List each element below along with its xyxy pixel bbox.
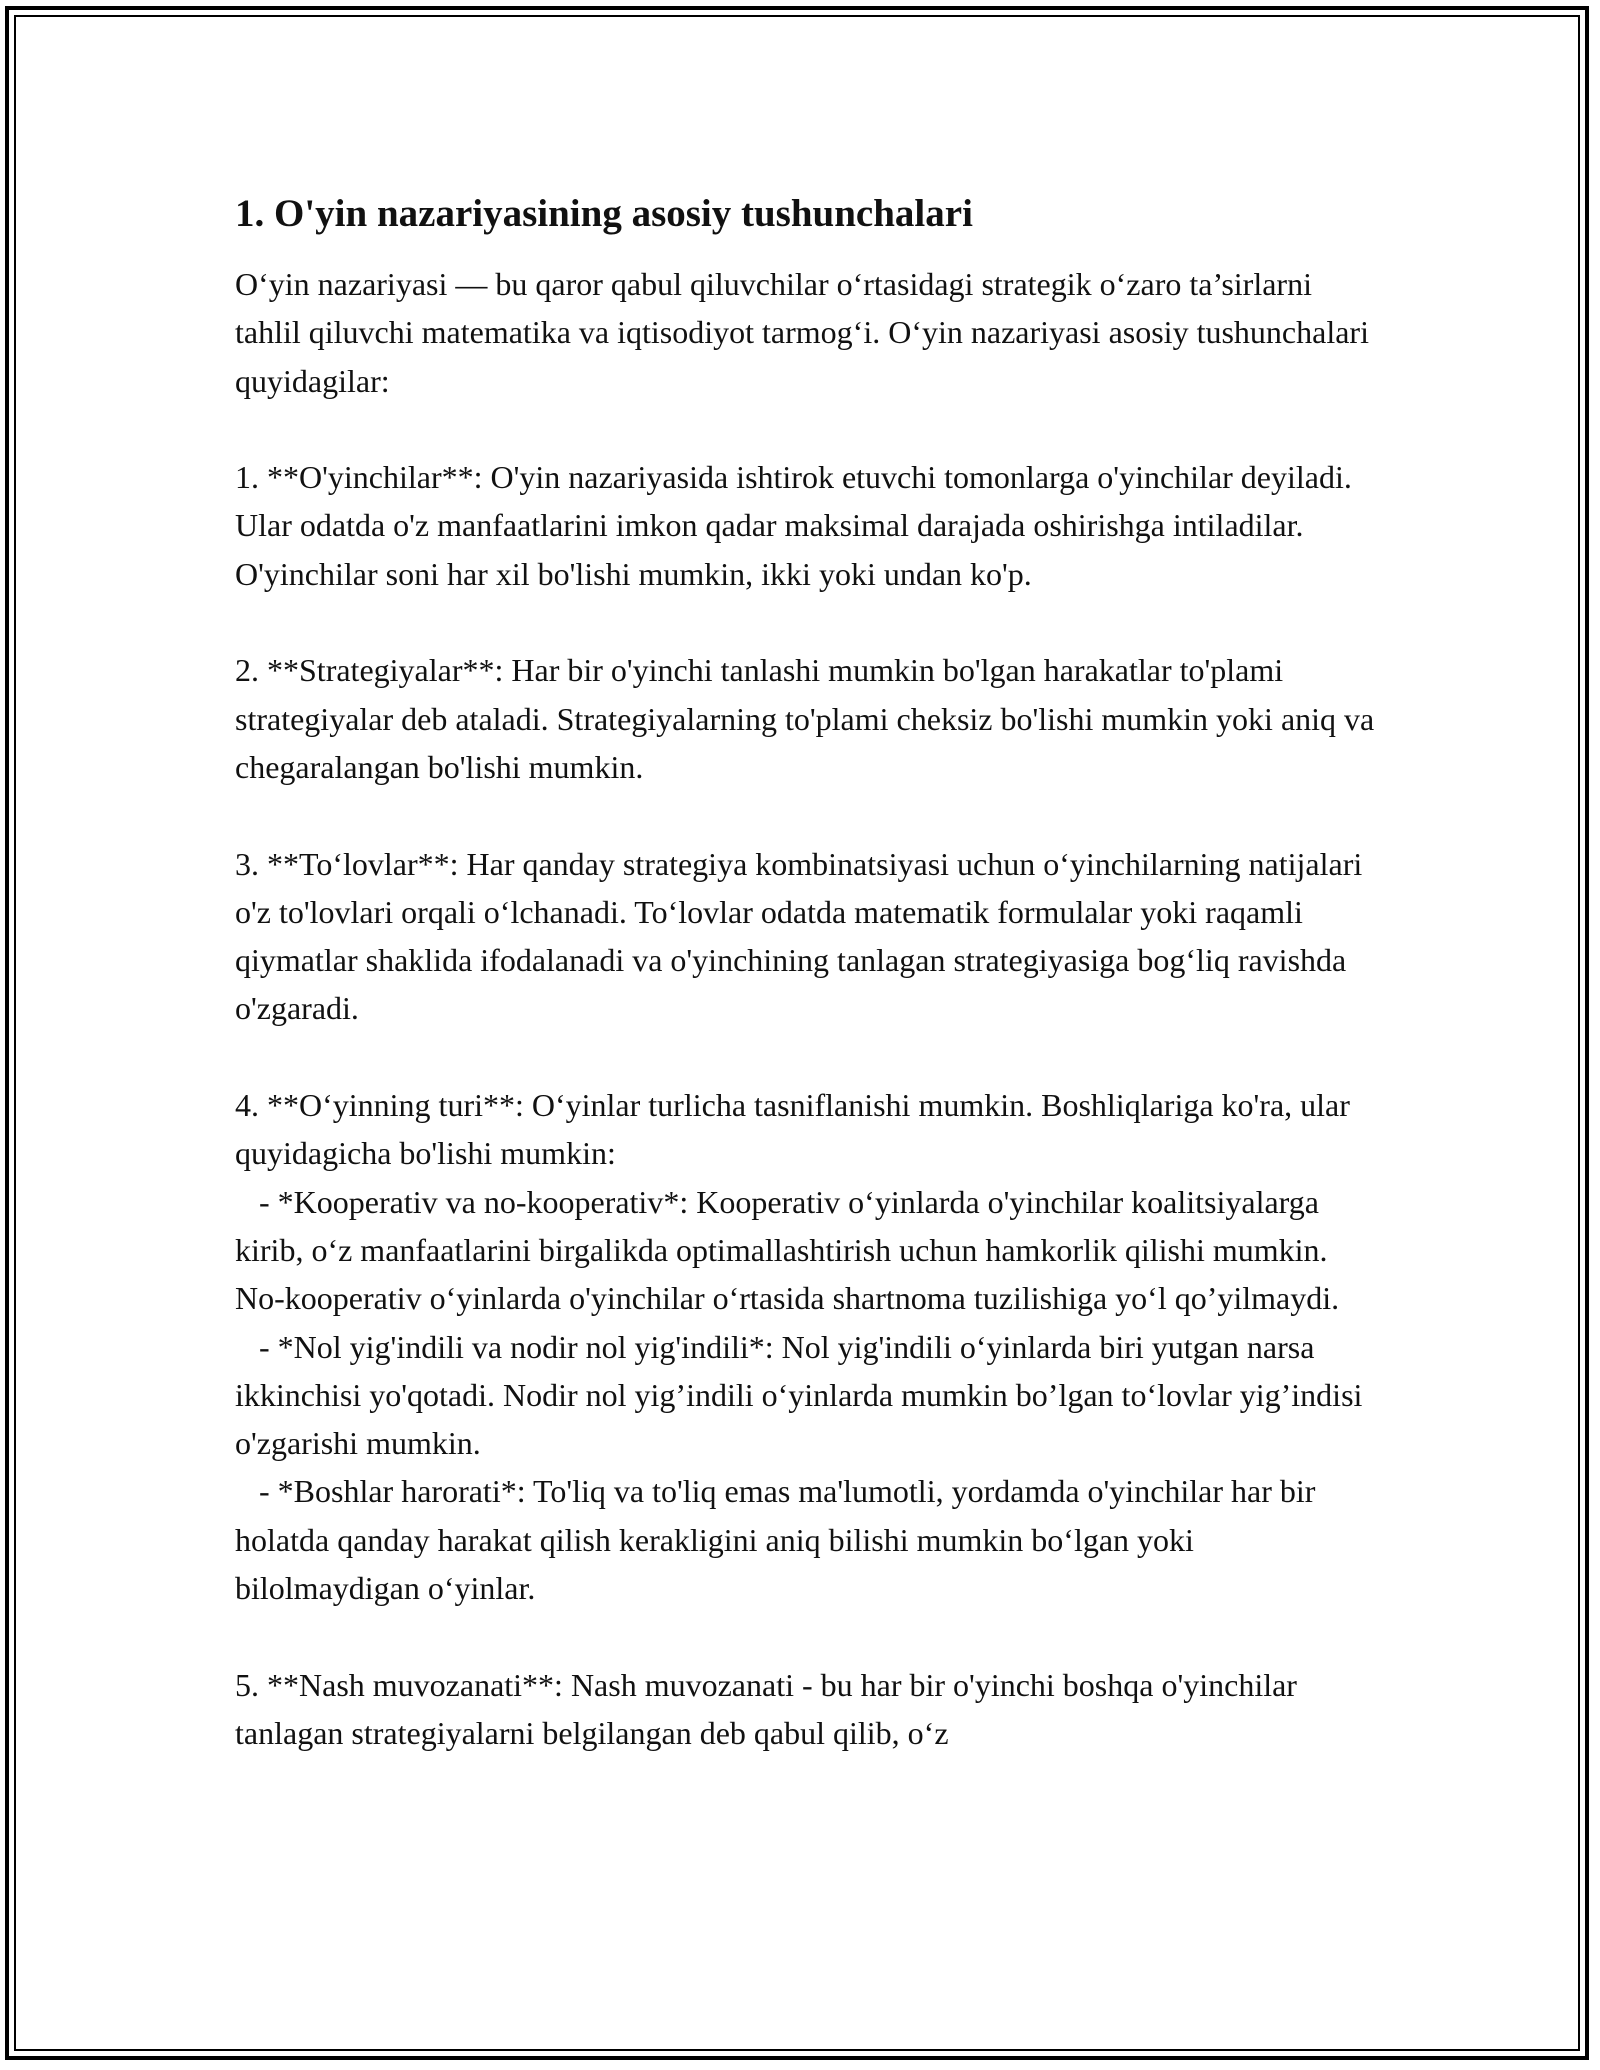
paragraph-gap [235, 1033, 1375, 1081]
list-item-payoffs: 3. **To‘lovlar**: Har qanday strategiya kombinatsiyasi uchun o‘yinchilarning natijalari o'z to'lovlari orqali o‘lchanadi. To‘lovlar odatda matematik formulalar yoki raqamli qiymatlar shaklida ifodalanadi va o'yinchining tanlagan strategiyasiga bog‘liq ravishda o'zgaradi. [235, 845, 1371, 1027]
list-item-nash-equilibrium: 5. **Nash muvozanati**: Nash muvozanati - bu har bir o'yinchi boshqa o'yinchilar tanlagan strategiyalarni belgilangan deb qabul qilib, o‘z [235, 1666, 1305, 1751]
paragraph-gap [235, 598, 1375, 646]
intro-paragraph: O‘yin nazariyasi — bu qaror qabul qiluvchilar o‘rtasidagi strategik o‘zaro ta’sirlarni tahlil qiluvchi matematika va iqtisodiyot tarmog‘i. O‘yin nazariyasi asosiy tushunchalari quyidagilar: [235, 266, 1377, 399]
sub-item-cooperative: - *Kooperativ va no-kooperativ*: Kooperativ o‘yinlarda o'yinchilar koalitsiyalarga kirib, o‘z manfaatlarini birgalikda optimallashtirish uchun hamkorlik qilishi mumkin. No-kooperativ o‘yinlarda o'yinchilar o‘rtasida shartnoma tuzilishiga yo‘l qo’yilmaydi. [235, 1183, 1340, 1317]
sub-item-zero-sum: - *Nol yig'indili va nodir nol yig'indili*: Nol yig'indili o‘yinlarda biri yutgan narsa ikkinchisi yo'qotadi. Nodir nol yig’indili o‘yinlarda mumkin bo’lgan to‘lovlar yig’indisi o'zgarishi mumkin. [235, 1328, 1371, 1462]
list-item-strategies: 2. **Strategiyalar**: Har bir o'yinchi tanlashi mumkin bo'lgan harakatlar to'plami strategiyalar deb ataladi. Strategiyalarning to'plami cheksiz bo'lishi mumkin yoki aniq va chegaralangan bo'lishi mumkin. [235, 652, 1383, 785]
sub-item-information: - *Boshlar harorati*: To'liq va to'liq emas ma'lumotli, yordamda o'yinchilar har bir holatda qanday harakat qilish kerakligini aniq bilishi mumkin bo‘lgan yoki bilolmaydigan o‘yinlar. [235, 1473, 1324, 1607]
section-heading: 1. O'yin nazariyasining asosiy tushunchalari [235, 192, 973, 235]
paragraph-gap [235, 1612, 1375, 1660]
document-body [235, 190, 1383, 1757]
paragraph-gap [235, 791, 1375, 839]
list-item-players: 1. **O'yinchilar**: O'yin nazariyasida ishtirok etuvchi tomonlarga o'yinchilar deyiladi. Ular odatda o'z manfaatlarini imkon qadar maksimal darajada oshirishga intiladilar. O'yinchilar soni har xil bo'lishi mumkin, ikki yoki undan ko'p. [235, 459, 1360, 592]
list-item-game-types: 4. **O‘yinning turi**: O‘yinlar turlicha tasniflanishi mumkin. Boshliqlariga ko'ra, ular quyidagicha bo'lishi mumkin: [235, 1087, 1358, 1172]
paragraph-gap [235, 405, 1375, 453]
